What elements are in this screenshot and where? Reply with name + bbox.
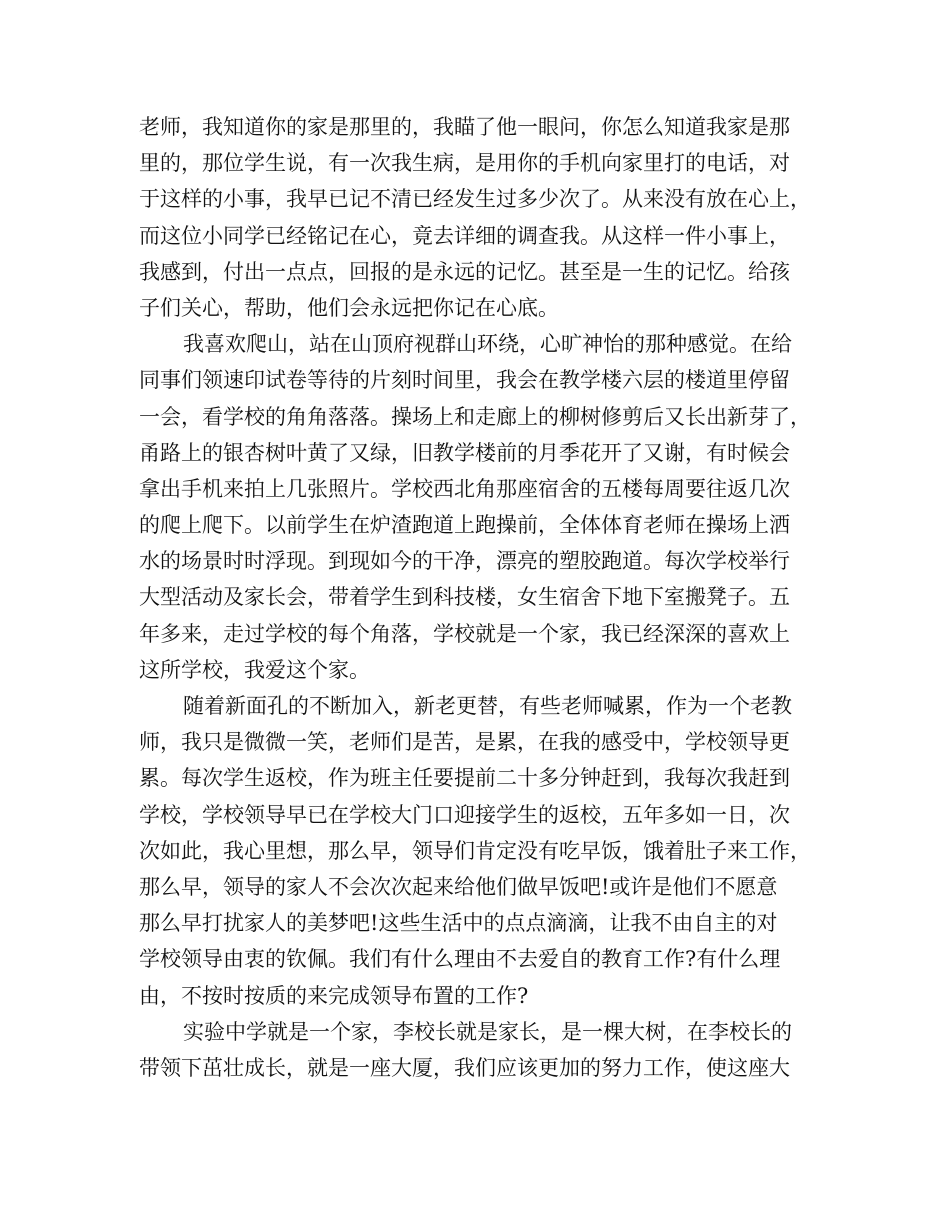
paragraph-3-line-4: 学校，学校领导早已在学校大门口迎接学生的返校，五年多如一日，次 (139, 802, 790, 827)
paragraph-4-line-2: 带领下茁壮成长，就是一座大厦，我们应该更加的努力工作，使这座大 (139, 1055, 790, 1080)
paragraph-2-line-3: 一会，看学校的角角落落。操场上和走廊上的柳树修剪后又长出新芽了， (139, 404, 811, 429)
paragraph-1-line-5: 我感到，付出一点点，回报的是永远的记忆。甚至是一生的记忆。给孩 (139, 259, 790, 284)
paragraph-3-line-5: 次如此，我心里想，那么早，领导们肯定没有吃早饭，饿着肚子来工作， (139, 838, 811, 863)
paragraph-2-line-7: 水的场景时时浮现。到现如今的干净，漂亮的塑胶跑道。每次学校举行 (139, 549, 790, 574)
paragraph-1-line-1: 老师，我知道你的家是那里的，我瞄了他一眼问，你怎么知道我家是那 (139, 115, 790, 139)
paragraph-3-line-9: 由，不按时按质的来完成领导布置的工作? (139, 983, 529, 1008)
paragraph-2-line-1: 我喜欢爬山，站在山顶府视群山环绕，心旷神怡的那种感觉。在给 (183, 332, 792, 357)
paragraph-2-line-9: 年多来，走过学校的每个角落，学校就是一个家，我已经深深的喜欢上 (139, 621, 790, 646)
paragraph-1-line-3: 于这样的小事，我早已记不清已经发生过多少次了。从来没有放在心上， (139, 187, 811, 212)
paragraph-2-line-6: 的爬上爬下。以前学生在炉渣跑道上跑操前，全体体育老师在操场上洒 (139, 513, 790, 538)
body-text (139, 109, 829, 1086)
paragraph-3-line-1: 随着新面孔的不断加入，新老更替，有些老师喊累，作为一个老教 (183, 694, 792, 718)
paragraph-3-line-8: 学校领导由衷的钦佩。我们有什么理由不去爱自的教育工作?有什么理 (139, 947, 781, 972)
paragraph-3-line-6: 那么早，领导的家人不会次次起来给他们做早饭吧!或许是他们不愿意 (139, 874, 778, 899)
paragraph-3-line-3: 累。每次学生返校，作为班主任要提前二十多分钟赶到，我每次我赶到 (139, 766, 790, 791)
paragraph-2-line-5: 拿出手机来拍上几张照片。学校西北角那座宿舍的五楼每周要往返几次 (139, 476, 790, 501)
paragraph-1-line-6: 子们关心，帮助，他们会永远把你记在心底。 (139, 295, 559, 320)
paragraph-2-line-10: 这所学校，我爱这个家。 (139, 657, 370, 682)
paragraph-4-line-1: 实验中学就是一个家，李校长就是家长，是一棵大树，在李校长的 (183, 1019, 792, 1044)
paragraph-1-line-2: 里的，那位学生说，有一次我生病，是用你的手机向家里打的电话，对 (139, 151, 790, 176)
paragraph-2-line-4: 甬路上的银杏树叶黄了又绿，旧教学楼前的月季花开了又谢，有时候会 (139, 440, 790, 465)
paragraph-1-line-4: 而这位小同学已经铭记在心，竟去详细的调查我。从这样一件小事上， (139, 223, 790, 248)
paragraph-3-line-2: 师，我只是微微一笑，老师们是苦，是累，在我的感受中，学校领导更 (139, 730, 790, 755)
paragraph-2-line-2: 同事们领速印试卷等待的片刻时间里，我会在教学楼六层的楼道里停留 (139, 368, 790, 393)
paragraph-2-line-8: 大型活动及家长会，带着学生到科技楼，女生宿舍下地下室搬凳子。五 (139, 585, 790, 610)
paragraph-3-line-7: 那么早打扰家人的美梦吧!这些生活中的点点滴滴，让我不由自主的对 (139, 911, 778, 936)
